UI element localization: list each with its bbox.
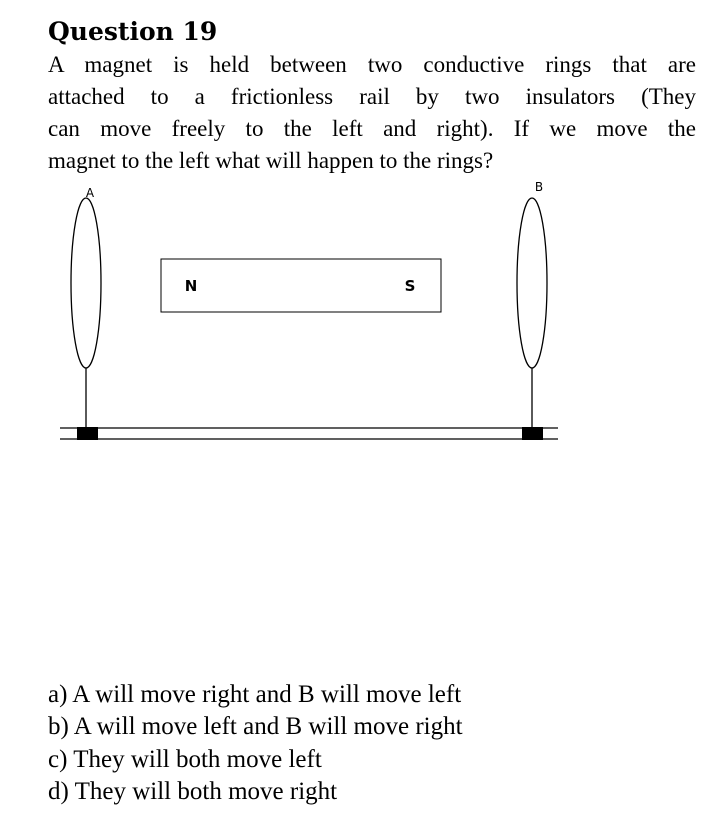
magnet-rings-diagram [0, 180, 706, 450]
ring-a [71, 198, 101, 368]
question-text-line-3: can move freely to the left and right). If we move the [48, 116, 696, 141]
question-title: Question 19 [48, 17, 218, 46]
insulator-b [522, 427, 543, 440]
ring-b-label: B [534, 180, 544, 194]
magnet-south-label: S [404, 277, 416, 295]
option-d[interactable]: d) They will both move right [48, 778, 338, 805]
bar-magnet [161, 259, 441, 312]
option-a[interactable]: a) A will move right and B will move left [48, 681, 462, 708]
question-text-line-2: attached to a frictionless rail by two insulators (They [48, 84, 696, 109]
option-b[interactable]: b) A will move left and B will move right [48, 713, 463, 740]
magnet-north-label: N [184, 277, 198, 295]
question-text-line-1: A magnet is held between two conductive rings that are [48, 52, 696, 77]
insulator-a [77, 427, 98, 440]
ring-a-label: A [85, 186, 95, 200]
ring-b [517, 198, 547, 368]
question-text-line-4: magnet to the left what will happen to the rings? [48, 148, 494, 173]
option-c[interactable]: c) They will both move left [48, 746, 322, 773]
